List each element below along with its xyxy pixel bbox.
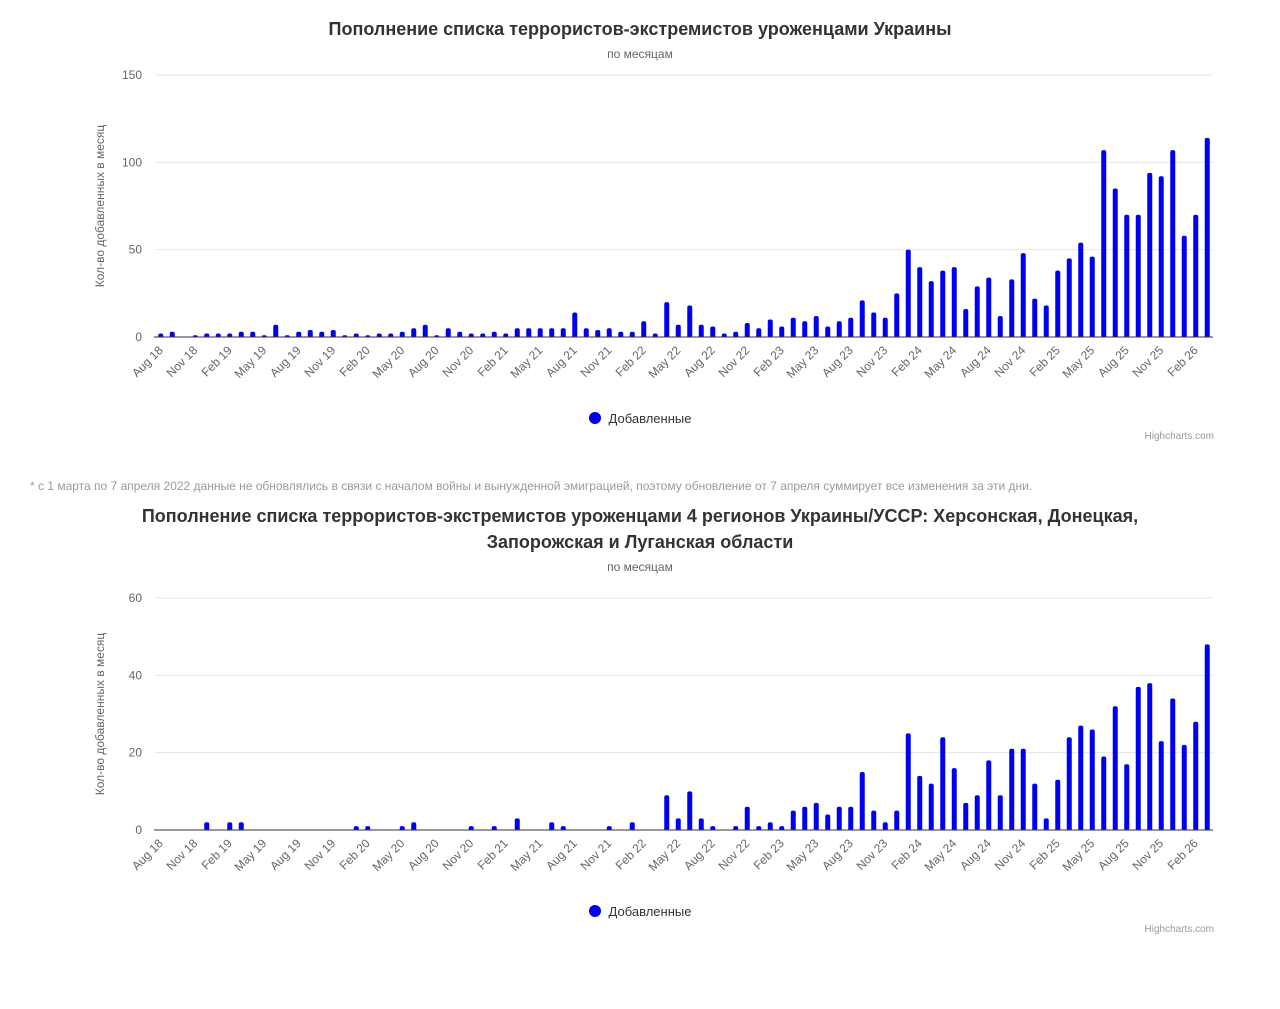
column-bar[interactable] [1055, 271, 1060, 337]
column-bar[interactable] [1136, 687, 1141, 830]
column-bar[interactable] [917, 776, 922, 830]
column-bar[interactable] [676, 819, 681, 831]
column-bar[interactable] [699, 819, 704, 831]
column-bar[interactable] [411, 823, 416, 831]
column-bar[interactable] [526, 328, 531, 337]
column-bar[interactable] [538, 328, 543, 337]
column-bar[interactable] [561, 328, 566, 337]
x-axis-tick-label: Feb 25 [1026, 343, 1063, 380]
legend-label: Добавленные [608, 903, 692, 919]
column-bar[interactable] [837, 807, 842, 830]
column-bar[interactable] [1136, 215, 1141, 337]
x-axis-tick-label: May 21 [507, 836, 546, 875]
column-bar[interactable] [791, 811, 796, 830]
column-bar[interactable] [952, 768, 957, 830]
column-bar[interactable] [940, 271, 945, 337]
column-bar[interactable] [227, 823, 232, 831]
column-bar[interactable] [1044, 819, 1049, 831]
bar-chart-plot[interactable] [0, 65, 1280, 407]
column-bar[interactable] [354, 334, 359, 337]
y-axis-tick-label: 150 [121, 68, 142, 83]
x-axis-tick-label: May 24 [921, 343, 960, 382]
legend-label: Добавленные [608, 410, 692, 426]
column-bar[interactable] [745, 323, 750, 337]
x-axis-tick-label: Aug 23 [819, 836, 856, 874]
column-bar[interactable] [1205, 645, 1210, 831]
column-bar[interactable] [1009, 749, 1014, 830]
column-bar[interactable] [400, 332, 405, 337]
y-axis-tick-label: 50 [128, 242, 142, 257]
column-bar[interactable] [710, 327, 715, 337]
column-bar[interactable] [469, 334, 474, 337]
column-bar[interactable] [733, 826, 738, 830]
column-bar[interactable] [446, 328, 451, 337]
column-bar[interactable] [917, 267, 922, 337]
column-bar[interactable] [400, 826, 405, 830]
column-bar[interactable] [239, 823, 244, 831]
x-axis-tick-label: Aug 21 [543, 343, 580, 381]
column-bar[interactable] [929, 784, 934, 830]
y-axis-tick-label: 40 [128, 668, 142, 683]
column-bar[interactable] [480, 334, 485, 337]
y-axis-tick-label: 60 [128, 591, 142, 606]
x-axis-tick-label: Aug 19 [267, 836, 304, 874]
x-axis-tick-label: Feb 24 [888, 836, 925, 873]
column-bar[interactable] [710, 826, 715, 830]
column-bar[interactable] [825, 815, 830, 830]
x-axis-tick-label: Aug 24 [957, 836, 994, 874]
y-axis-tick-label: 0 [135, 823, 142, 838]
column-bar[interactable] [802, 321, 807, 337]
column-bar[interactable] [1067, 737, 1072, 830]
legend-item[interactable] [0, 407, 1280, 429]
column-bar[interactable] [170, 332, 175, 337]
x-axis-tick-label: Feb 19 [198, 836, 235, 873]
column-bar[interactable] [814, 316, 819, 337]
x-axis-tick-label: Aug 22 [681, 836, 718, 874]
x-axis-tick-label: Aug 20 [405, 343, 442, 381]
column-bar[interactable] [549, 328, 554, 337]
x-axis-tick-label: May 25 [1059, 836, 1098, 875]
column-bar[interactable] [492, 332, 497, 337]
column-bar[interactable] [756, 328, 761, 337]
x-axis-tick-label: Feb 23 [750, 343, 787, 380]
column-bar[interactable] [664, 795, 669, 830]
column-bar[interactable] [791, 318, 796, 337]
x-axis-tick-label: Nov 22 [715, 343, 753, 381]
x-axis-tick-label: Aug 25 [1095, 343, 1132, 381]
x-axis-tick-label: Nov 21 [577, 836, 615, 874]
column-bar[interactable] [1147, 683, 1152, 830]
x-axis-tick-label: Nov 25 [1129, 836, 1167, 874]
x-axis-tick-label: Feb 20 [336, 343, 373, 380]
column-bar[interactable] [1170, 699, 1175, 830]
column-bar[interactable] [848, 807, 853, 830]
x-axis-tick-label: Aug 21 [543, 836, 580, 874]
column-bar[interactable] [204, 823, 209, 831]
column-bar[interactable] [1124, 765, 1129, 831]
x-axis-tick-label: Nov 23 [853, 343, 891, 381]
column-bar[interactable] [1159, 741, 1164, 830]
x-axis-tick-label: Aug 20 [405, 836, 442, 874]
y-axis-tick-label: 0 [135, 330, 142, 345]
column-bar[interactable] [779, 826, 784, 830]
column-bar[interactable] [1078, 726, 1083, 830]
column-bar[interactable] [894, 811, 899, 830]
column-bar[interactable] [319, 332, 324, 337]
column-bar[interactable] [1193, 722, 1198, 830]
x-axis-tick-label: Feb 26 [1164, 836, 1201, 873]
x-axis-tick-label: Feb 21 [474, 836, 511, 873]
column-bar[interactable] [1147, 173, 1152, 337]
x-axis-tick-label: May 23 [783, 343, 822, 382]
column-bar[interactable] [227, 334, 232, 337]
x-axis-tick-label: Feb 19 [198, 343, 235, 380]
x-axis-tick-label: May 19 [231, 836, 270, 875]
column-bar[interactable] [653, 334, 658, 337]
column-bar[interactable] [1021, 749, 1026, 830]
y-axis-tick-label: 20 [128, 745, 142, 760]
column-bar[interactable] [1159, 176, 1164, 337]
column-bar[interactable] [1090, 730, 1095, 831]
x-axis-tick-label: Nov 19 [301, 343, 339, 381]
column-bar[interactable] [1044, 306, 1049, 337]
column-bar[interactable] [860, 772, 865, 830]
column-bar[interactable] [1113, 707, 1118, 831]
column-bar[interactable] [722, 334, 727, 337]
column-bar[interactable] [1205, 138, 1210, 337]
column-bar[interactable] [848, 318, 853, 337]
column-bar[interactable] [733, 332, 738, 337]
x-axis-tick-label: Aug 18 [129, 343, 166, 381]
chart-ukraine-total [0, 0, 1280, 445]
chart-title: Пополнение списка террористов-экстремистов уроженцами 4 регионов Украины/УССР: Херсонская, Донецкая, Запорожская и Луганская области [141, 506, 1139, 553]
x-axis-tick-label: May 25 [1059, 343, 1098, 382]
legend-marker-icon [589, 412, 601, 424]
x-axis-tick-label: Feb 23 [750, 836, 787, 873]
x-axis-tick-label: Nov 18 [163, 836, 201, 874]
x-axis-tick-label: Aug 23 [819, 343, 856, 381]
column-bar[interactable] [641, 321, 646, 337]
column-bar[interactable] [779, 327, 784, 337]
column-bar[interactable] [975, 286, 980, 337]
column-bar[interactable] [825, 327, 830, 337]
x-axis-tick-label: May 22 [645, 836, 684, 875]
highcharts-credit-link[interactable]: Highcharts.com [1144, 924, 1214, 936]
column-bar[interactable] [492, 826, 497, 830]
x-axis-tick-label: Feb 22 [612, 343, 649, 380]
bar-chart-plot[interactable] [0, 578, 1280, 900]
column-bar[interactable] [308, 330, 313, 337]
column-bar[interactable] [503, 334, 508, 337]
column-bar[interactable] [860, 300, 865, 337]
column-bar[interactable] [1124, 215, 1129, 337]
column-bar[interactable] [549, 823, 554, 831]
column-bar[interactable] [331, 330, 336, 337]
column-bar[interactable] [216, 334, 221, 337]
column-bar[interactable] [940, 737, 945, 830]
footnote-text: * с 1 марта по 7 апреля 2022 данные не обновлялись в связи с началом войны и вынужденной эмиграцией, поэтому обновление от 7 апреля суммирует все изменения за эти дни. [30, 479, 1033, 494]
column-bar[interactable] [365, 826, 370, 830]
column-bar[interactable] [998, 316, 1003, 337]
column-bar[interactable] [986, 278, 991, 337]
chart-subtitle: по месяцам [607, 47, 673, 62]
column-bar[interactable] [607, 826, 612, 830]
column-bar[interactable] [457, 332, 462, 337]
column-bar[interactable] [768, 320, 773, 337]
column-bar[interactable] [687, 792, 692, 831]
column-bar[interactable] [986, 761, 991, 831]
chart-four-regions [0, 503, 1280, 938]
x-axis-tick-label: Aug 22 [681, 343, 718, 381]
column-bar[interactable] [664, 302, 669, 337]
column-bar[interactable] [1170, 150, 1175, 337]
column-bar[interactable] [756, 826, 761, 830]
column-bar[interactable] [1090, 257, 1095, 337]
column-bar[interactable] [1021, 253, 1026, 337]
x-axis-tick-label: May 20 [369, 836, 408, 875]
column-bar[interactable] [1032, 784, 1037, 830]
column-bar[interactable] [1182, 745, 1187, 830]
column-bar[interactable] [963, 309, 968, 337]
legend-marker-icon [589, 905, 601, 917]
x-axis-tick-label: Nov 25 [1129, 343, 1167, 381]
column-bar[interactable] [630, 823, 635, 831]
column-bar[interactable] [814, 803, 819, 830]
column-bar[interactable] [906, 250, 911, 337]
column-bar[interactable] [699, 325, 704, 337]
column-bar[interactable] [469, 826, 474, 830]
column-bar[interactable] [998, 795, 1003, 830]
column-bar[interactable] [906, 734, 911, 831]
x-axis-tick-label: Feb 25 [1026, 836, 1063, 873]
x-axis-tick-label: Nov 18 [163, 343, 201, 381]
column-bar[interactable] [607, 328, 612, 337]
column-bar[interactable] [630, 332, 635, 337]
column-bar[interactable] [423, 325, 428, 337]
x-axis-tick-label: Feb 20 [336, 836, 373, 873]
column-bar[interactable] [745, 807, 750, 830]
column-bar[interactable] [963, 803, 968, 830]
column-bar[interactable] [377, 334, 382, 337]
column-bar[interactable] [1113, 189, 1118, 337]
column-bar[interactable] [952, 267, 957, 337]
x-axis-tick-label: Feb 24 [888, 343, 925, 380]
column-bar[interactable] [1078, 243, 1083, 337]
column-bar[interactable] [515, 819, 520, 831]
column-bar[interactable] [411, 328, 416, 337]
x-axis-tick-label: Nov 23 [853, 836, 891, 874]
x-axis-tick-label: Aug 25 [1095, 836, 1132, 874]
x-axis-tick-label: Nov 20 [439, 343, 477, 381]
column-bar[interactable] [883, 823, 888, 831]
x-axis-tick-label: Feb 21 [474, 343, 511, 380]
column-bar[interactable] [584, 328, 589, 337]
column-bar[interactable] [239, 332, 244, 337]
legend-item[interactable] [0, 900, 1280, 922]
x-axis-tick-label: Nov 24 [991, 343, 1029, 381]
column-bar[interactable] [595, 330, 600, 337]
x-axis-tick-label: Nov 19 [301, 836, 339, 874]
column-bar[interactable] [1067, 258, 1072, 337]
column-bar[interactable] [1182, 236, 1187, 337]
x-axis-tick-label: Aug 19 [267, 343, 304, 381]
column-bar[interactable] [768, 823, 773, 831]
y-axis-title: Кол-во добавленных в месяц [93, 632, 107, 796]
x-axis-tick-label: Feb 26 [1164, 343, 1201, 380]
column-bar[interactable] [273, 325, 278, 337]
column-bar[interactable] [883, 318, 888, 337]
x-axis-tick-label: Nov 22 [715, 836, 753, 874]
column-bar[interactable] [250, 332, 255, 337]
column-bar[interactable] [1193, 215, 1198, 337]
column-bar[interactable] [618, 332, 623, 337]
x-axis-tick-label: May 19 [231, 343, 270, 382]
column-bar[interactable] [354, 826, 359, 830]
column-bar[interactable] [158, 334, 163, 337]
highcharts-credit-link[interactable]: Highcharts.com [1144, 431, 1214, 443]
column-bar[interactable] [1101, 150, 1106, 337]
column-bar[interactable] [388, 334, 393, 337]
x-axis-tick-label: May 22 [645, 343, 684, 382]
column-bar[interactable] [515, 328, 520, 337]
x-axis-tick-label: May 20 [369, 343, 408, 382]
x-axis-tick-label: May 23 [783, 836, 822, 875]
column-bar[interactable] [561, 826, 566, 830]
column-bar[interactable] [871, 313, 876, 337]
column-bar[interactable] [1101, 757, 1106, 830]
x-axis-tick-label: Nov 21 [577, 343, 615, 381]
column-bar[interactable] [975, 795, 980, 830]
column-bar[interactable] [802, 807, 807, 830]
column-bar[interactable] [929, 281, 934, 337]
x-axis-tick-label: Nov 24 [991, 836, 1029, 874]
x-axis-tick-label: Aug 24 [957, 343, 994, 381]
column-bar[interactable] [871, 811, 876, 830]
column-bar[interactable] [676, 325, 681, 337]
x-axis-tick-label: Aug 18 [129, 836, 166, 874]
column-bar[interactable] [1009, 279, 1014, 337]
y-axis-tick-label: 100 [121, 155, 142, 170]
column-bar[interactable] [1055, 780, 1060, 830]
column-bar[interactable] [296, 332, 301, 337]
x-axis-tick-label: Feb 22 [612, 836, 649, 873]
x-axis-tick-label: May 21 [507, 343, 546, 382]
column-bar[interactable] [204, 334, 209, 337]
chart-title: Пополнение списка террористов-экстремистов уроженцами Украины [328, 19, 952, 39]
x-axis-tick-label: May 24 [921, 836, 960, 875]
column-bar[interactable] [1032, 299, 1037, 337]
column-bar[interactable] [894, 293, 899, 337]
chart-subtitle: по месяцам [607, 560, 673, 575]
column-bar[interactable] [687, 306, 692, 337]
y-axis-title: Кол-во добавленных в месяц [93, 124, 107, 288]
column-bar[interactable] [572, 313, 577, 337]
x-axis-tick-label: Nov 20 [439, 836, 477, 874]
column-bar[interactable] [837, 321, 842, 337]
